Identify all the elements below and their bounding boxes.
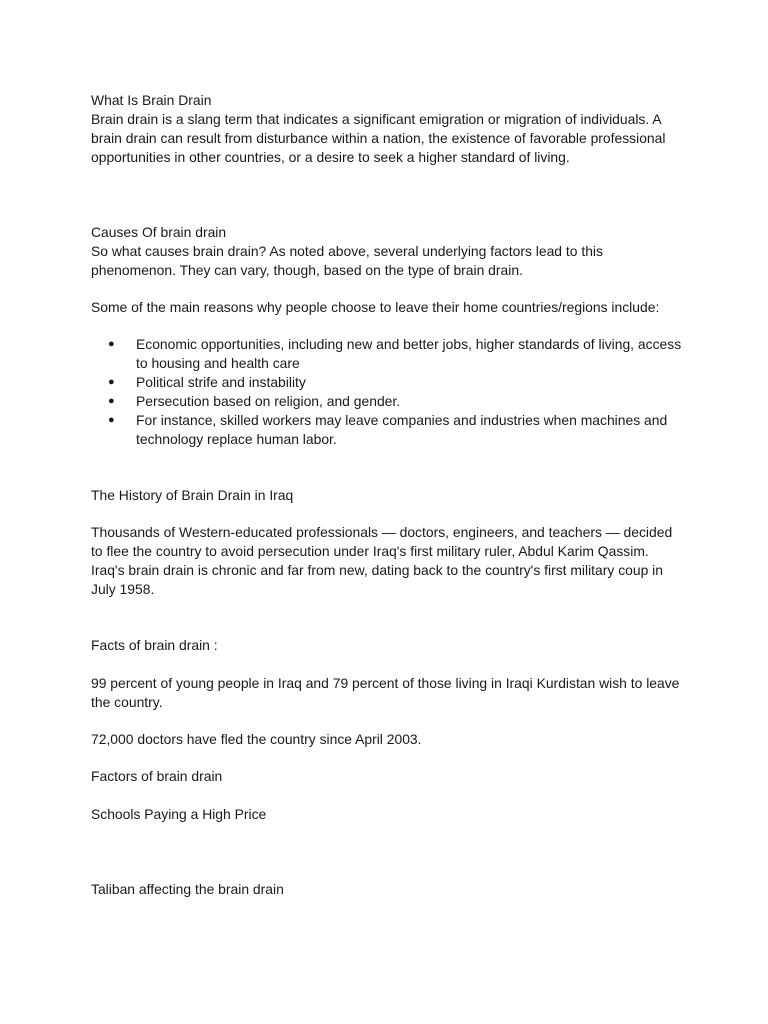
factor-item-schools: [91, 805, 691, 824]
paragraph-line: to flee the country to avoid persecution under Iraq's first military ruler, Abdul Karim Qassim.: [91, 543, 649, 559]
heading-facts: Facts of brain drain :: [91, 637, 218, 653]
list-item-line: For instance, skilled workers may leave companies and industries when machines and: [136, 412, 668, 428]
list-item: [91, 411, 691, 449]
causes-bullet-list: [91, 335, 691, 449]
fact-two: [91, 730, 691, 749]
paragraph-line: opportunities in other countries, or a desire to seek a higher standard of living.: [91, 149, 570, 165]
list-item-line: Economic opportunities, including new and better jobs, higher standards of living, access: [136, 336, 682, 352]
list-item-line: Persecution based on religion, and gender.: [136, 393, 401, 409]
paragraph-line: Taliban affecting the brain drain: [91, 881, 284, 897]
paragraph-line: Thousands of Western-educated professionals — doctors, engineers, and teachers — decided: [91, 524, 673, 540]
paragraph-line: Schools Paying a High Price: [91, 806, 267, 822]
heading-factors: Factors of brain drain: [91, 768, 223, 784]
paragraph-line: the country.: [91, 694, 163, 710]
paragraph-line: phenomenon. They can vary, though, based on the type of brain drain.: [91, 262, 523, 278]
heading-facts-block: [91, 636, 691, 655]
fact-one: [91, 674, 691, 712]
paragraph-line: Iraq's brain drain is chronic and far from new, dating back to the country's first military coup in: [91, 562, 663, 578]
paragraph-line: 72,000 doctors have fled the country since April 2003.: [91, 731, 422, 747]
heading-what-is: What Is Brain Drain: [91, 92, 212, 108]
list-item: [91, 335, 691, 373]
list-item-line: technology replace human labor.: [136, 431, 337, 447]
heading-factors-block: [91, 767, 691, 786]
section-causes: [91, 223, 691, 280]
list-item: [91, 392, 691, 411]
list-item-line: to housing and health care: [136, 355, 300, 371]
heading-history-block: [91, 486, 691, 505]
paragraph-line: brain drain can result from disturbance within a nation, the existence of favorable professional: [91, 130, 666, 146]
list-item-line: Political strife and instability: [136, 374, 306, 390]
paragraph-line: July 1958.: [91, 581, 155, 597]
paragraph-line: Some of the main reasons why people choose to leave their home countries/regions include:: [91, 299, 660, 315]
section-what-is: [91, 91, 691, 167]
heading-causes: Causes Of brain drain: [91, 224, 227, 240]
paragraph-line: 99 percent of young people in Iraq and 79 percent of those living in Iraqi Kurdistan wish to leave: [91, 675, 680, 691]
paragraph-line: So what causes brain drain? As noted above, several underlying factors lead to this: [91, 243, 603, 259]
section-history: [91, 523, 691, 599]
causes-intro: [91, 298, 691, 317]
paragraph-line: Brain drain is a slang term that indicates a significant emigration or migration of individuals. A: [91, 111, 662, 127]
heading-history: The History of Brain Drain in Iraq: [91, 487, 294, 503]
list-item: [91, 373, 691, 392]
factor-item-taliban: [91, 880, 691, 899]
